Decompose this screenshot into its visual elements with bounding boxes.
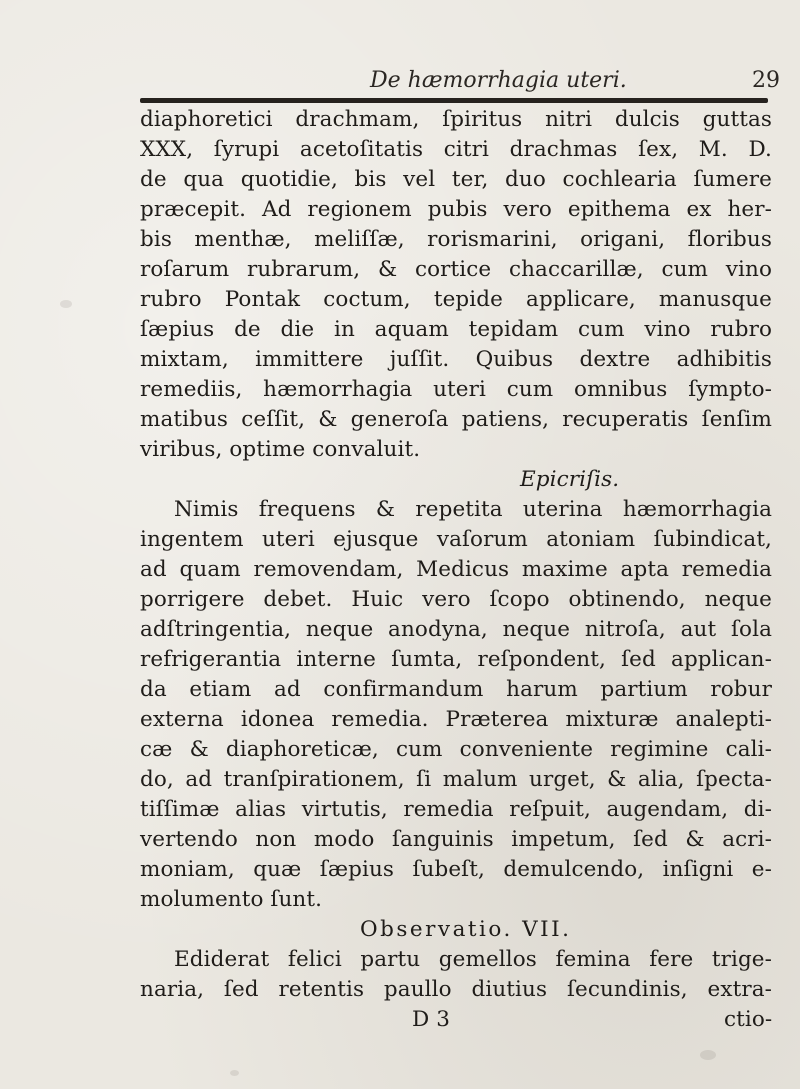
text-line: porrigere debet. Huic vero ſcopo obtinendo, neque	[140, 587, 772, 612]
paper-stain	[60, 300, 72, 308]
text-line: externa idonea remedia. Præterea mixturæ analepti-	[140, 707, 772, 732]
page-number: 29	[752, 68, 780, 93]
text-line: da etiam ad confirmandum harum partium robur	[140, 677, 772, 702]
text-line: vertendo non modo ſanguinis impetum, ſed & acri-	[140, 827, 772, 852]
page-header	[0, 68, 800, 98]
paper-stain	[700, 1050, 716, 1060]
header-rule	[140, 98, 768, 103]
main-text	[140, 105, 772, 1035]
text-line: ſæpius de die in aquam tepidam cum vino rubro	[140, 317, 772, 342]
text-line: de qua quotidie, bis vel ter, duo cochlearia ſumere	[140, 167, 772, 192]
text-line: remediis, hæmorrhagia uteri cum omnibus ſympto-	[140, 377, 772, 402]
text-line: refrigerantia interne ſumta, reſpondent, ſed applican-	[140, 647, 772, 672]
text-line: tiſſimæ alias virtutis, remedia reſpuit, augendam, di-	[140, 797, 772, 822]
text-line: Ediderat felici partu gemellos femina fere trige-	[174, 947, 772, 972]
running-title: De hæmorrhagia uteri.	[370, 68, 627, 93]
text-line: matibus ceſſit, & generoſa patiens, recuperatis ſenſim	[140, 407, 772, 432]
text-line: viribus, optime convaluit.	[140, 437, 421, 462]
text-line: diaphoretici drachmam, ſpiritus nitri dulcis guttas	[140, 107, 772, 132]
text-line: naria, ſed retentis paullo diutius ſecundinis, extra-	[140, 977, 772, 1002]
page-footer	[140, 1005, 772, 1035]
text-line: ingentem uteri ejusque vaſorum atoniam ſubindicat,	[140, 527, 772, 552]
text-line: adſtringentia, neque anodyna, neque nitroſa, aut ſola	[140, 617, 772, 642]
text-line: ad quam removendam, Medicus maxime apta remedia	[140, 557, 772, 582]
text-line: moniam, quæ ſæpius ſubeſt, demulcendo, inſigni e-	[140, 857, 772, 882]
catchword: ctio-	[724, 1007, 773, 1032]
paper-stain	[230, 1070, 239, 1076]
text-line: XXX, ſyrupi acetoſitatis citri drachmas ſex, M. D.	[140, 137, 772, 162]
text-line: præcepit. Ad regionem pubis vero epithema ex her-	[140, 197, 772, 222]
text-line: rubro Pontak coctum, tepide applicare, manusque	[140, 287, 772, 312]
text-line: do, ad tranſpirationem, ſi malum urget, & alia, ſpecta-	[140, 767, 772, 792]
text-line: mixtam, immittere juſſit. Quibus dextre adhibitis	[140, 347, 772, 372]
text-line: cæ & diaphoreticæ, cum conveniente regimine cali-	[140, 737, 772, 762]
text-line: bis menthæ, meliſſæ, rorismarini, origani, floribus	[140, 227, 772, 252]
text-line: molumento ſunt.	[140, 887, 323, 912]
signature-mark: D 3	[412, 1007, 451, 1032]
text-line: Nimis frequens & repetita uterina hæmorrhagia	[174, 497, 772, 522]
observation-heading: Observatio. VII.	[360, 917, 572, 942]
epicrisis-heading: Epicriſis.	[520, 467, 620, 492]
text-line: roſarum rubrarum, & cortice chaccarillæ, cum vino	[140, 257, 772, 282]
